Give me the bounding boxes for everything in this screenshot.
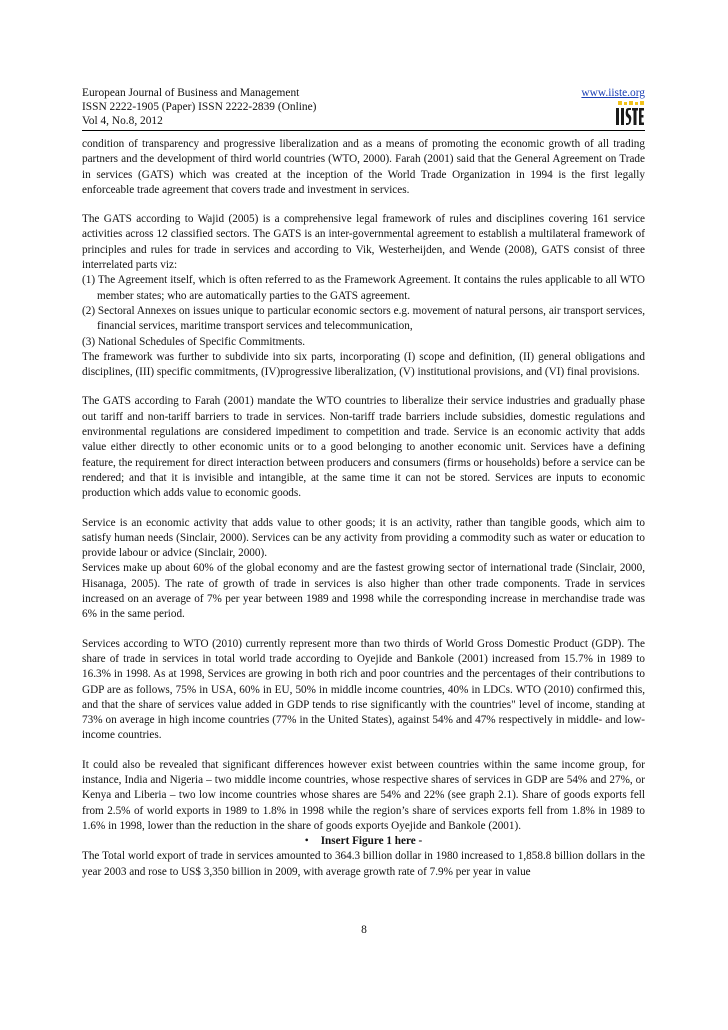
journal-name: European Journal of Business and Management bbox=[82, 87, 300, 99]
list-item: (3) National Schedules of Specific Commitments. bbox=[82, 335, 306, 348]
paragraph: condition of transparency and progressive liberalization and as a means of promoting the economic growth of all trading partners and the development of third world countries (WTO, 2000). Farah (2001) said that the General Agreement on Trade in services (GATS) which was created at the inception of the World Trade Organization in 1994 is the first legally enforceable trade agreement that covers trade and investment in services. bbox=[82, 138, 645, 196]
running-header bbox=[82, 86, 645, 128]
paragraph: Services make up about 60% of the global economy and are the fastest growing sector of international trade (Sinclair, 2000, Hisanaga, 2005). The rate of growth of trade in services is also higher than other trade components. Trade in services increased on an average of 7% per year between 1989 and 1998 while the corresponding increase in merchandise trade was 6% in the same period. bbox=[82, 562, 645, 621]
paragraph: The framework was further to subdivide into six parts, incorporating (I) scope and definition, (II) general obligations and disciplines, (III) specific commitments, (IV)progressive liberalization, (V) institutional provisions, and (VI) final provisions. bbox=[82, 350, 645, 379]
page-number: 8 bbox=[361, 924, 367, 936]
paragraph: The GATS according to Farah (2001) mandate the WTO countries to liberalize their service industries and gradually phase out tariff and non-tariff barriers to trade in services. Non-tariff trade barriers include subsidies, domestic regulations and environmental regulations are considered impediment to competition and trade. Service is an economic activity that adds value either directly to other economic units or to a good belonging to another economic unit. Services have a defining feature, the requirement for direct interaction between producers and consumers (firms or households) before a service can be rendered; and that it is invisible and intangible, at the same time it can not be stored. Services are inputs to economic production which adds value to economic goods. bbox=[82, 395, 645, 500]
list-item: (2) Sectoral Annexes on issues unique to particular economic sectors e.g. movement of natural persons, air transport services, financial services, maritime transport services and telecommunication, bbox=[82, 304, 645, 333]
paragraph: Services according to WTO (2010) currently represent more than two thirds of World Gross Domestic Product (GDP). The share of trade in services in total world trade according to Oyejide and Bankole (2001) increased from 15.7% in 1989 to 16.3% in 1998. As at 1998, Services are growing in both rich and poor countries and the percentages of their contributions to GDP are as follows, 75% in USA, 60% in EU, 50% in middle income countries, 40% in LDCs. WTO (2010) confirmed this, and that the share of services value added in GDP tends to rise significantly with the countries" level of income, standing at 73% on average in high income countries (77% in the United States), against 54% and 47% respectively in middle- and low- income countries. bbox=[82, 637, 645, 742]
iiste-logo-icon bbox=[615, 101, 645, 127]
figure-placeholder bbox=[82, 834, 645, 849]
article-body bbox=[82, 137, 645, 880]
paragraph: It could also be revealed that significant differences however exist between countries within the same income group, for instance, India and Nigeria – two middle income countries, whose respective shares of services in GDP are 54% and 27%, or Kenya and Liberia – two low income countries whose shares are 54% and 22% (see graph 2.1). Share of goods exports fell from 2.5% of world exports in 1989 to 1.8% in 1998 while the region’s share of services exports fell from 1.8% in 1989 to 1.6% in 1998, lower than the reduction in the share of goods exports Oyejide and Bankole (2001). bbox=[82, 758, 645, 832]
paragraph: The GATS according to Wajid (2005) is a comprehensive legal framework of rules and disciplines covering 161 service activities across 12 classified sectors. The GATS is an inter-governmental agreement to establish a multilateral framework of principles and rules for trade in services and according to Vik, Westerheijden, and Wende (2008), GATS consist of three interrelated parts viz: bbox=[82, 213, 645, 272]
journal-url-link[interactable]: www.iiste.org bbox=[581, 87, 645, 99]
paragraph: The Total world export of trade in services amounted to 364.3 billion dollar in 1980 increased to 1,858.8 billion dollars in the year 2003 and rose to US$ 3,350 billion in 2009, with average growth rate of 7.9% per year in value bbox=[82, 850, 645, 878]
paragraph: Service is an economic activity that adds value to other goods; it is an activity, rather than tangible goods, which aim to satisfy human needs (Sinclair, 2000). Services can be any activity from providing a commodity such as water or education to provide labour or advice (Sinclair, 2000). bbox=[82, 516, 645, 560]
list-item: (1) The Agreement itself, which is often referred to as the Framework Agreement. It contains the rules applicable to all WTO member states; who are automatically parties to the GATS agreement. bbox=[82, 274, 645, 302]
header-divider bbox=[82, 130, 645, 131]
bullet-icon: • bbox=[304, 835, 309, 848]
issn-line: ISSN 2222-1905 (Paper) ISSN 2222-2839 (Online) bbox=[82, 101, 317, 113]
insert-figure-note: Insert Figure 1 here - bbox=[320, 835, 423, 848]
volume-line: Vol 4, No.8, 2012 bbox=[82, 115, 163, 127]
